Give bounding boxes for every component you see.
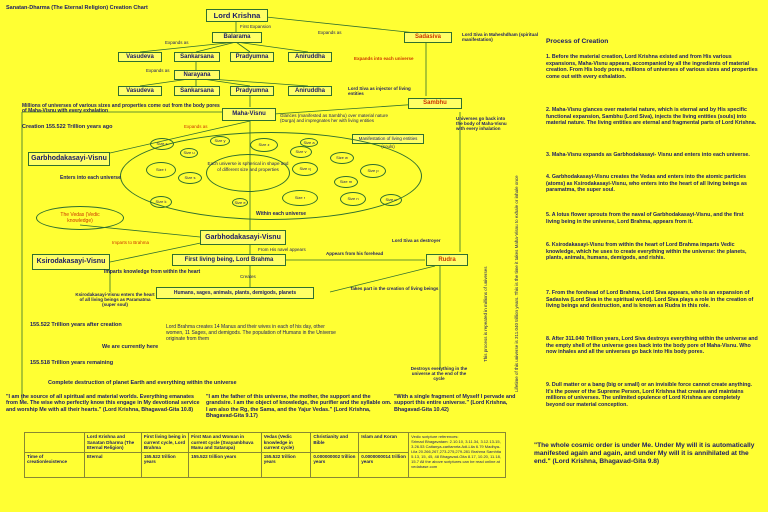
destroys-label: Destroys everything in the universe at the end of the cycle	[410, 366, 468, 381]
each-universe-bubble: Each universe is spherical in shape and of different size and properties	[206, 154, 290, 192]
imparts-label: Imparts knowledge from within the heart	[104, 269, 201, 275]
size-bubble: Size e	[232, 198, 248, 207]
pradyumna-box-1: Pradyumna	[230, 52, 274, 62]
quote-1: "I am the source of all spiritual and material worlds. Everything emanates from Me. The wise who perfectly know this engage in My devotional service and worship Me with all their hearts." (Lord Krishna, Bhagavad-Gita 10.8)	[6, 394, 200, 413]
ksiro-enters-label: Ksirodakasayi-Visnu enters the heart of all living beings as Paramatma (super soul)	[75, 292, 155, 307]
table-header	[25, 433, 85, 453]
vasudeva-box-1: Vasudeva	[118, 52, 162, 62]
within-label: Within each universe	[256, 211, 306, 217]
sankarsana-box-2: Sankarsana	[174, 86, 220, 96]
currently-here-label: We are currently here	[102, 344, 159, 350]
millions-label: Millions of universes of various sizes and properties come out from the body pores of Maha-Visnu with every exhalation	[22, 103, 220, 114]
process-item: 8. After 311.040 Trillion years, Lord Siva destroys everything within the universe and the empty shell of the universe goes back into the body pore of Maha-Visnu. Who now inhales and all the universes go back into His body pores.	[546, 336, 758, 356]
manus-label: Lord Brahma creates 14 Manus and their wives in each of his day, other women, 11 Sages, and demigods. The population of Humans in the Universe originate from them	[166, 324, 336, 342]
process-item: 2. Maha-Visnu glances over material nature, which is eternal and by His specific functional expansion, Sambhu (Lord Siva), injects the living entities (souls) into material nature. The living entities are eternal and fragmental parts of Lord Krishna.	[546, 107, 757, 127]
table-cell: 0.000000002 trillion years	[311, 452, 359, 477]
chart-title: Sanatan-Dharma (The Eternal Religion) Creation Chart	[6, 5, 148, 11]
complete-destruction-label: Complete destruction of planet Earth and everything within the universe	[48, 380, 237, 386]
size-bubble: Size q	[292, 162, 318, 176]
glances-label: Glances (manifested as Sambhu) over material nature (Durga) and impregnates her with living entities	[280, 113, 389, 123]
narayana-box: Narayana	[174, 70, 220, 80]
size-bubble: Size r	[282, 190, 318, 206]
quote-2: "I am the father of this universe, the mother, the support and the grandsire. I am the object of knowledge, the purifier and the syllable om. I am also the Rg, the Sama, and the Yajur Vedas." (Lord Krishna, Bhagavad-Gita 9.17)	[206, 394, 392, 420]
process-item: 3. Maha-Visnu expands as Garbhodakasayi- Visnu and enters into each universe.	[546, 152, 750, 158]
ksirodakasayi-box: Ksirodakasayi-Visnu	[32, 254, 110, 270]
balarama-box: Balarama	[212, 32, 262, 43]
maha-visnu-box: Maha-Visnu	[222, 108, 276, 121]
expands-as-label-3: Expands as	[146, 68, 170, 73]
sankarsana-box-1: Sankarsana	[174, 52, 220, 62]
lord-siva-injector-label: Lord Siva as injector of living entities	[348, 86, 411, 96]
table-header: Vedas (Vedic knowledge in current cycle)	[261, 433, 311, 453]
process-item: 7. From the forehead of Lord Brahma, Lord Siva appears, who is an expansion of Sadasiva (Lord Siva in the spiritual world). Lord Siva plays a role in the creation of living beings and destruction, and is known as Rudra in this role.	[546, 290, 754, 310]
table-cell: 155.522 trillion years	[141, 452, 188, 477]
from-navel-label: From His navel appears	[258, 247, 306, 252]
table-row-label: Time of creation/existence	[25, 452, 85, 477]
humans-box: Humans, sages, animals, plants, demigods, planets	[156, 287, 314, 299]
creation-label: Creation 155.522 Trillion years ago	[22, 124, 113, 130]
sadasiva-box: Sadasiva	[404, 32, 452, 43]
size-bubble: Size p	[360, 164, 386, 178]
size-bubble: Size v	[290, 146, 312, 158]
size-bubble: Size m	[334, 176, 358, 188]
size-bubble: Size z	[250, 138, 278, 152]
after-creation-label: 155.522 Trillion years after creation	[30, 322, 122, 328]
pradyumna-box-2: Pradyumna	[230, 86, 274, 96]
imparts-brahma-label: Imparts to Brahma	[112, 240, 150, 245]
table-cell: Eternal	[84, 452, 141, 477]
enters-label: Enters into each universe	[60, 175, 121, 181]
table-header: Lord Krishna and Sanatan Dharma (The Eternal Religion)	[84, 433, 141, 453]
expands-into-each-label: Expands into each universe	[354, 56, 414, 61]
comparison-table	[24, 432, 506, 478]
table-cell: 155.522 trillion years	[261, 452, 311, 477]
size-bubble: Size t	[146, 162, 176, 178]
lord-krishna-box: Lord Krishna	[206, 9, 268, 22]
process-title: Process of Creation	[546, 38, 609, 45]
creates-label: Creates	[240, 274, 256, 279]
quote-4: "The whole cosmic order is under Me. Under My will it is automatically manifested again and again, and under My will it is annihilated at the end." (Lord Krishna, Bhagavad-Gita 9.8)	[534, 442, 755, 465]
process-item: 6. Ksirodakasayi-Visnu from within the heart of Lord Brahma imparts Vedic knowledge, which he uses to create everything within the universe: the planets, plants, animals, humans, demigods, and rishis.	[546, 242, 747, 262]
first-expansion-label: First Expansion	[240, 24, 272, 29]
table-header-row	[25, 433, 506, 453]
table-cell: 155.522 trillion years	[189, 452, 262, 477]
size-bubble: Size s	[178, 172, 202, 184]
table-references	[409, 433, 506, 478]
aniruddha-box-2: Aniruddha	[288, 86, 332, 96]
table-header: First living being in current cycle, Lord Brahma	[141, 433, 188, 453]
aniruddha-box-1: Aniruddha	[288, 52, 332, 62]
universes-back-label: Universes go back into the body of Maha-Visnu with every inhalation	[456, 116, 507, 131]
size-bubble: Size n	[340, 192, 366, 206]
remaining-label: 155.518 Trillion years remaining	[30, 360, 114, 366]
lord-siva-mahesh-label: Lord Siva in Maheshdham (spiritual manifestation)	[462, 32, 539, 42]
process-item: 1. Before the material creation, Lord Krishna existed and from His various expansions, Maha-Visnu appears, accompanied by all the ingredients of material creation. From His body pores, millions of universes of various sizes and properties come out with every exhalation.	[546, 54, 758, 80]
appears-forehead-label: Appears from his forehead	[326, 251, 384, 256]
quote-3: "With a single fragment of Myself I pervade and support this entire universe." (Lord Krishna, Bhagavad-Gita 10.42)	[394, 394, 516, 413]
table-header: First Man and Woman in current cycle (Svayambhuva Manu and Satarupa)	[189, 433, 262, 453]
rudra-box: Rudra	[426, 254, 468, 266]
size-bubble: Size k	[150, 196, 172, 208]
process-item: 9. Dull matter or a bang (big or small) or an invisible force cannot create anything. It's the power of the Supreme Person, Lord Krishna that creates and maintains millions of universes. The unlimited opulence of Lord Krishna are completely beyond our material conception.	[546, 382, 753, 408]
table-header: Islam and Koran	[359, 433, 409, 453]
size-bubble: Size u	[180, 148, 198, 158]
expands-as-label-2: Expands as	[318, 30, 342, 35]
lord-siva-destroyer-label: Lord Siva as destroyer	[392, 238, 441, 243]
table-cell: 0.0000000014 trillion years	[359, 452, 409, 477]
garbhodakasayi-box-2: Garbhodakasayi-Visnu	[200, 230, 286, 245]
size-bubble: Size a	[300, 138, 318, 147]
expands-as-label-1: Expands as	[165, 40, 189, 45]
expands-as-label-4: Expands as	[184, 124, 208, 129]
vertical-process-label: This process is repeated in millions of universes	[483, 266, 488, 362]
manifestation-box: Manifestation of living entities (souls)	[352, 134, 424, 144]
garbhodakasayi-box-1: Garbhodakasayi-Visnu	[28, 152, 110, 166]
table-header: Christianity and Bible	[311, 433, 359, 453]
references-title: Vedic scripture references:	[411, 434, 459, 439]
process-item: 5. A lotus flower sprouts from the naval of Garbhodakasayi-Visnu, and the first living being in the universe, Lord Brahma, appears from it.	[546, 212, 744, 225]
size-bubble: Size y	[210, 136, 230, 146]
vasudeva-box-2: Vasudeva	[118, 86, 162, 96]
vertical-lifetime-label: Lifetime of this universe is 311.040 trillion years. This is the time it takes Maha-Visnu to exhale or inhale once	[514, 175, 519, 392]
brahma-box: First living being, Lord Brahma	[172, 254, 286, 266]
references-text: Srimad Bhagavatam: 2.10.10, 3.11.34, 3.12.13-15, 3.26.53 Caitanya-caritamrta Adi-Lila 6.79 Madhya-Lila 20.266,267,273-275,279-281 Brahma Samhita 5.13, 15, 45, 48 Bhagavad-Gita 8.17, 10.20, 11.18, 15.7 All the above scriptures can be read online at vedabase.com	[411, 439, 502, 469]
size-bubble: Size x	[150, 138, 174, 150]
process-item: 4. Garbhodakasayi-Visnu creates the Vedas and enters into the atomic particles (atoms) as Ksirodakasayi-Visnu, who enters into the heart of all living beings as paramatma, the super soul.	[546, 174, 747, 194]
sambhu-box: Sambhu	[408, 98, 462, 109]
vedas-ellipse: The Vedas (Vedic knowledge)	[36, 206, 124, 230]
takes-part-label: Takes part in the creation of living beings	[350, 286, 439, 291]
size-bubble: Size w	[330, 152, 354, 164]
size-bubble: Size o	[380, 194, 402, 206]
